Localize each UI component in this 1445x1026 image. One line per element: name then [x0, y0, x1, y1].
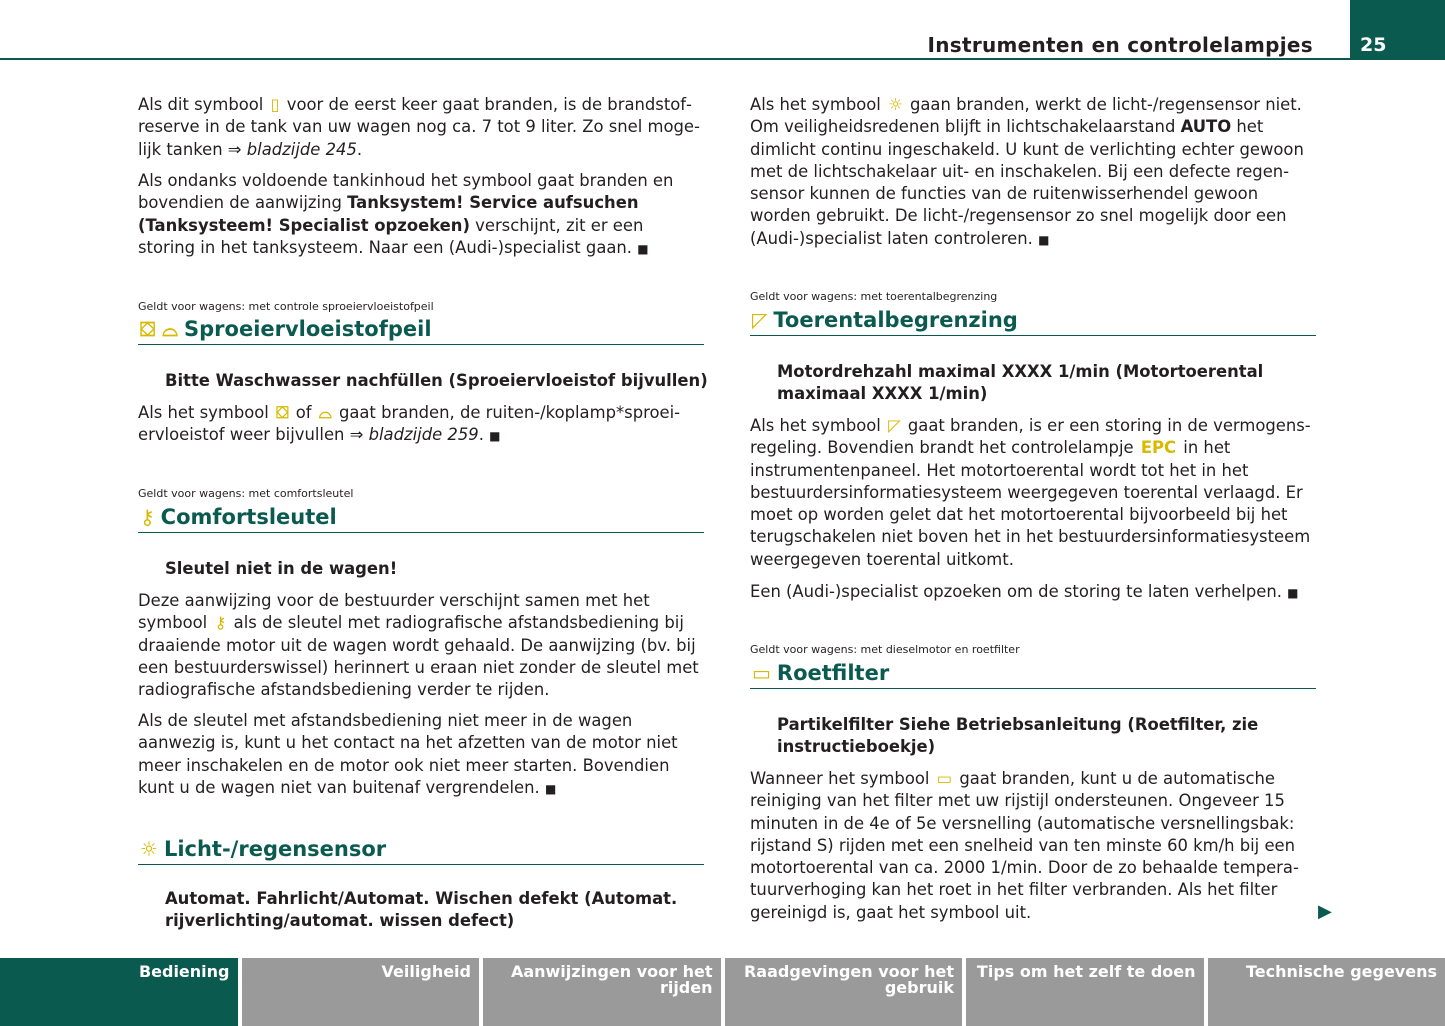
light-rain-sensor-icon: ☼	[888, 95, 903, 114]
tab-technische-gegevens[interactable]: Technische gegevens	[1208, 958, 1445, 1026]
section-heading: ☼ Licht-/regensensor	[138, 836, 704, 865]
section-heading: ⛋ ⌓ Sproeiervloeistofpeil	[138, 316, 704, 345]
particulate-filter-icon: ▭	[752, 661, 771, 685]
rpm-limit-icon: ◸	[888, 416, 901, 435]
key-icon: ⚷	[140, 505, 155, 529]
section-heading: ▭ Roetfilter	[750, 660, 1316, 689]
chapter-title: Instrumenten en controlelampjes	[927, 33, 1313, 57]
headlamp-washer-icon: ⌓	[318, 403, 332, 422]
end-square-icon: ■	[1287, 586, 1299, 600]
end-square-icon: ■	[489, 429, 501, 444]
driver-message: Sleutel niet in de wagen!	[165, 559, 398, 578]
fuel-paragraph: Als dit symbool ▯ voor de eerst keer gaat branden, is de brandstofreserve in de tank van uw wagen nog ca. 7 tot 9 liter. Zo snel mogelijk tanken ⇒ bladzijde 245.	[138, 95, 700, 159]
rpm-limit-icon: ◸	[752, 308, 768, 332]
rpm-paragraph-2: Een (Audi-)specialist opzoeken om de storing te laten verhelpen. ■	[750, 582, 1299, 601]
driver-message: Automat. Fahrlicht/Automat. Wischen defekt (Automat. rijverlichting/automat. wissen defect)	[165, 889, 678, 931]
particulate-filter-icon: ▭	[936, 769, 953, 788]
washer-fluid-icon: ⛋ ⌓	[140, 317, 179, 341]
light-rain-sensor-icon: ☼	[140, 837, 158, 861]
tab-bediening[interactable]: Bediening	[0, 958, 238, 1026]
washer-paragraph: Als het symbool ⛋ of ⌓ gaat branden, de ruiten-/koplamp*sproeiervloeistof weer bijvullen ⇒ bladzijde 259. ■	[138, 403, 681, 445]
key-paragraph: Deze aanwijzing voor de bestuurder verschijnt samen met het symbool ⚷ als de sleutel met radiografische afstandsbediening bij draaiende motor uit de wagen wordt gehaald. De aanwijzing (bv. bij een bestuurderswissel) herinnert u eraan niet zonder de sleutel met radiografische afstandsbediening verder te rijden.	[138, 591, 699, 700]
section-heading: ◸ Toerentalbegrenzing	[750, 307, 1316, 336]
filter-paragraph: Wanneer het symbool ▭ gaat branden, kunt u de automatische reiniging van het filter met uw rijstijl ondersteunen. Ongeveer 15 minuten in de 4e of 5e versnelling (automatische versnellingsbak: rijstand S) rijden met een snelheid van ten minste 60 km/h bij een motortoerental van ca. 2000 1/min. Door de zo behaalde temperatuurverhoging kan het roet in het filter verbranden. Als het filter gereinigd is, gaat het symbool uit.	[750, 769, 1299, 922]
driver-message: Bitte Waschwasser nachfüllen (Sproeiervloeistof bijvullen)	[165, 371, 708, 390]
key-icon: ⚷	[214, 613, 227, 633]
key-paragraph-2: Als de sleutel met afstandsbediening niet meer in de wagen aanwezig is, kunt u het contact na het afzetten van de motor niet meer inschakelen en de motor ook niet meer starten. Bovendien kunt u de wagen niet van buitenaf vergrendelen. ■	[138, 711, 678, 797]
fuel-fault-paragraph: Als ondanks voldoende tankinhoud het symbool gaat branden en bovendien de aanwijzing Tanksystem! Service aufsuchen (Tanksysteem! Specialist opzoeken) verschijnt, zit er een storing in het tanksysteem. Naar een (Audi-)specialist gaan. ■	[138, 171, 674, 257]
page-number: 25	[1360, 34, 1387, 56]
applies-label: Geldt voor wagens: met toerentalbegrenzing	[750, 290, 998, 303]
tab-gebruik[interactable]: Raadgevingen voor het gebruik	[725, 958, 963, 1026]
sensor-paragraph: Als het symbool ☼ gaan branden, werkt de licht-/regensensor niet. Om veiligheidsredenen blijft in lichtschakelaarstand AUTO het dimlicht continu ingeschakeld. U kunt de verlichting echter gewoon met de lichtschakelaar uit- en inschakelen. Bij een defecte regensensor kunnen de functies van de ruitenwisserhendel gewoon worden gebruikt. De licht-/regensensor zo snel mogelijk door een (Audi-)specialist laten controleren. ■	[750, 95, 1304, 248]
tab-veiligheid[interactable]: Veiligheid	[242, 958, 480, 1026]
epc-icon: EPC	[1140, 438, 1177, 458]
tab-tips[interactable]: Tips om het zelf te doen	[966, 958, 1204, 1026]
washer-fluid-icon: ⛋	[276, 403, 289, 422]
end-square-icon: ■	[544, 781, 557, 796]
applies-label: Geldt voor wagens: met controle sproeiervloeistofpeil	[138, 300, 434, 313]
continue-arrow-icon[interactable]: ▶	[1318, 901, 1332, 922]
rpm-paragraph: Als het symbool ◸ gaat branden, is er een storing in de vermogensregeling. Bovendien brandt het controlelampje EPC in het instrumentenpaneel. Het motortoerental wordt tot het in het bestuurdersinformatiesysteem weergegeven toerental verlaagd. Er moet op worden gelet dat het motortoerental bijvoorbeeld bij het terugschakelen niet boven het in het bestuurdersinformatiesysteem weergegeven toerental uitkomt.	[750, 416, 1311, 569]
tab-rijden[interactable]: Aanwijzingen voor het rijden	[483, 958, 721, 1026]
driver-message: Partikelfilter Siehe Betriebsanleitung (Roetfilter, zie instructieboekje)	[777, 715, 1259, 757]
page-link[interactable]: bladzijde 259	[368, 425, 479, 445]
applies-label: Geldt voor wagens: met comfortsleutel	[138, 487, 354, 500]
fuel-icon: ▯	[270, 95, 280, 114]
applies-label: Geldt voor wagens: met dieselmotor en roetfilter	[750, 643, 1020, 656]
header-rule	[0, 58, 1445, 60]
end-square-icon: ■	[1038, 232, 1050, 247]
driver-message: Motordrehzahl maximal XXXX 1/min (Motortoerental maximaal XXXX 1/min)	[777, 362, 1264, 404]
section-heading: ⚷ Comfortsleutel	[138, 504, 704, 533]
end-square-icon: ■	[637, 241, 649, 256]
page-link[interactable]: bladzijde 245	[246, 139, 357, 159]
chapter-tabs	[0, 958, 1445, 1026]
